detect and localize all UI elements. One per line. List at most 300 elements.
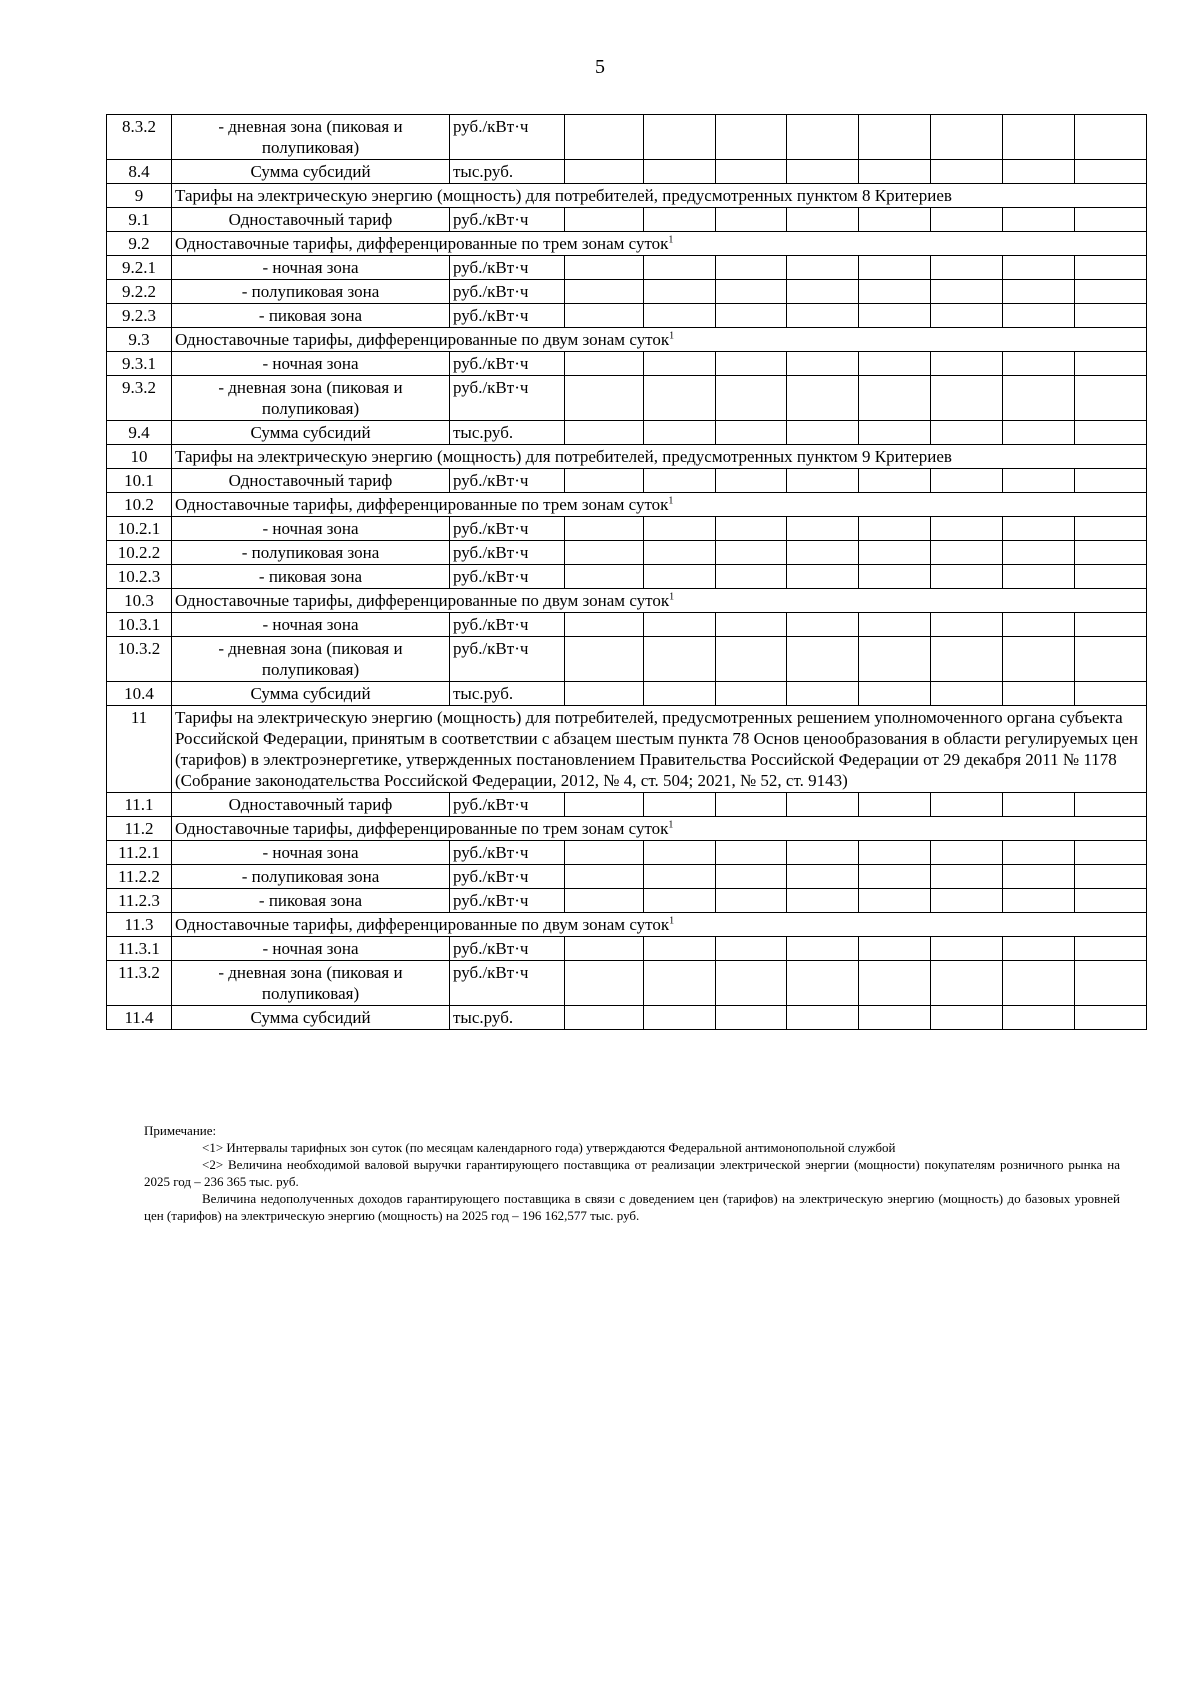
section-title-text: Одноставочные тарифы, дифференцированные по трем зонам суток — [175, 234, 669, 253]
value-cell — [565, 376, 644, 421]
value-cell — [859, 280, 931, 304]
row-number: 10.2.2 — [107, 541, 172, 565]
value-cell — [787, 865, 859, 889]
value-cell — [787, 637, 859, 682]
value-cell — [565, 637, 644, 682]
value-cell — [1075, 352, 1147, 376]
value-cell — [716, 541, 787, 565]
value-cell — [859, 565, 931, 589]
row-number: 11 — [107, 706, 172, 793]
row-unit: тыс.руб. — [450, 160, 565, 184]
row-number: 11.3.2 — [107, 961, 172, 1006]
note-2: <2> Величина необходимой валовой выручки гарантирующего поставщика от реализации электрической энергии (мощности) покупателям розничного рынка на 2025 год – 236 365 тыс. руб. — [144, 1157, 1120, 1189]
value-cell — [1003, 256, 1075, 280]
value-cell — [787, 682, 859, 706]
row-name: - дневная зона (пиковая и полупиковая) — [172, 961, 450, 1006]
value-cell — [787, 115, 859, 160]
section-title-text: Одноставочные тарифы, дифференцированные по двум зонам суток — [175, 915, 670, 934]
value-cell — [1075, 280, 1147, 304]
footnote-marker: 1 — [669, 591, 675, 603]
value-cell — [787, 304, 859, 328]
table-row — [107, 280, 1147, 304]
value-cell — [859, 889, 931, 913]
value-cell — [1075, 865, 1147, 889]
value-cell — [1075, 889, 1147, 913]
section-title — [172, 184, 1147, 208]
section-title-text: Одноставочные тарифы, дифференцированные по двум зонам суток — [175, 591, 670, 610]
value-cell — [716, 376, 787, 421]
value-cell — [1075, 469, 1147, 493]
value-cell — [1075, 376, 1147, 421]
row-unit: руб./кВт·ч — [450, 961, 565, 1006]
value-cell — [1075, 541, 1147, 565]
value-cell — [931, 469, 1003, 493]
row-name: Сумма субсидий — [172, 682, 450, 706]
table-row — [107, 256, 1147, 280]
row-number: 10.2.1 — [107, 517, 172, 541]
value-cell — [1003, 865, 1075, 889]
value-cell — [787, 889, 859, 913]
note-1: <1> Интервалы тарифных зон суток (по месяцам календарного года) утверждаются Федеральной антимонопольной службой — [202, 1140, 896, 1155]
value-cell — [565, 865, 644, 889]
value-cell — [787, 793, 859, 817]
value-cell — [565, 841, 644, 865]
row-name: - ночная зона — [172, 613, 450, 637]
table-row — [107, 304, 1147, 328]
value-cell — [787, 613, 859, 637]
value-cell — [931, 961, 1003, 1006]
value-cell — [716, 613, 787, 637]
table-section-row — [107, 706, 1147, 793]
value-cell — [931, 256, 1003, 280]
row-unit: руб./кВт·ч — [450, 208, 565, 232]
row-name: Одноставочный тариф — [172, 208, 450, 232]
row-name: - ночная зона — [172, 841, 450, 865]
value-cell — [644, 841, 716, 865]
value-cell — [859, 1006, 931, 1030]
value-cell — [1003, 841, 1075, 865]
tariff-table — [106, 114, 1147, 1030]
section-title — [172, 445, 1147, 469]
section-title — [172, 706, 1147, 793]
section-title-text: Одноставочные тарифы, дифференцированные по трем зонам суток — [175, 819, 669, 838]
table-row — [107, 682, 1147, 706]
value-cell — [644, 793, 716, 817]
value-cell — [931, 613, 1003, 637]
row-number: 9.3.1 — [107, 352, 172, 376]
row-number: 10.1 — [107, 469, 172, 493]
value-cell — [644, 1006, 716, 1030]
value-cell — [787, 517, 859, 541]
row-name: - ночная зона — [172, 517, 450, 541]
value-cell — [787, 421, 859, 445]
value-cell — [1003, 304, 1075, 328]
value-cell — [787, 841, 859, 865]
row-number: 11.2.2 — [107, 865, 172, 889]
value-cell — [1003, 469, 1075, 493]
row-unit: руб./кВт·ч — [450, 517, 565, 541]
row-number: 10.3.2 — [107, 637, 172, 682]
value-cell — [787, 280, 859, 304]
value-cell — [644, 304, 716, 328]
page-number: 5 — [595, 56, 605, 78]
row-number: 9.3.2 — [107, 376, 172, 421]
row-name: Одноставочный тариф — [172, 793, 450, 817]
value-cell — [859, 376, 931, 421]
value-cell — [1003, 1006, 1075, 1030]
value-cell — [1075, 517, 1147, 541]
value-cell — [931, 565, 1003, 589]
row-unit: руб./кВт·ч — [450, 637, 565, 682]
value-cell — [787, 208, 859, 232]
value-cell — [565, 889, 644, 913]
value-cell — [859, 637, 931, 682]
note-3: Величина недополученных доходов гарантирующего поставщика в связи с доведением цен (тарифов) на электрическую энергию (мощность) до базовых уровней цен (тарифов) на электрическую энергию (мощность) на 2025 год – 196 162,577 тыс. руб. — [144, 1191, 1120, 1223]
value-cell — [787, 256, 859, 280]
row-number: 9.2.2 — [107, 280, 172, 304]
value-cell — [644, 613, 716, 637]
value-cell — [931, 304, 1003, 328]
value-cell — [644, 280, 716, 304]
row-number: 11.3.1 — [107, 937, 172, 961]
row-name: - дневная зона (пиковая и полупиковая) — [172, 376, 450, 421]
value-cell — [787, 541, 859, 565]
row-unit: тыс.руб. — [450, 1006, 565, 1030]
row-number: 11.4 — [107, 1006, 172, 1030]
value-cell — [859, 937, 931, 961]
value-cell — [787, 352, 859, 376]
table-row — [107, 1006, 1147, 1030]
section-title — [172, 493, 1147, 517]
value-cell — [1003, 565, 1075, 589]
value-cell — [1003, 280, 1075, 304]
value-cell — [1075, 961, 1147, 1006]
value-cell — [565, 682, 644, 706]
value-cell — [716, 565, 787, 589]
row-unit: руб./кВт·ч — [450, 937, 565, 961]
value-cell — [1003, 613, 1075, 637]
table-row — [107, 613, 1147, 637]
value-cell — [716, 304, 787, 328]
value-cell — [1003, 541, 1075, 565]
value-cell — [787, 469, 859, 493]
value-cell — [1075, 304, 1147, 328]
value-cell — [1075, 160, 1147, 184]
row-number: 9.4 — [107, 421, 172, 445]
value-cell — [716, 280, 787, 304]
value-cell — [931, 637, 1003, 682]
value-cell — [859, 304, 931, 328]
value-cell — [931, 889, 1003, 913]
notes-heading: Примечание: — [144, 1123, 217, 1138]
value-cell — [644, 352, 716, 376]
value-cell — [644, 541, 716, 565]
row-name: - пиковая зона — [172, 889, 450, 913]
table-row — [107, 208, 1147, 232]
row-unit: руб./кВт·ч — [450, 352, 565, 376]
table-row — [107, 793, 1147, 817]
row-number: 9.3 — [107, 328, 172, 352]
value-cell — [565, 1006, 644, 1030]
value-cell — [644, 421, 716, 445]
value-cell — [1003, 682, 1075, 706]
value-cell — [931, 280, 1003, 304]
row-unit: руб./кВт·ч — [450, 865, 565, 889]
value-cell — [1075, 208, 1147, 232]
value-cell — [787, 376, 859, 421]
value-cell — [1075, 682, 1147, 706]
table-row — [107, 541, 1147, 565]
value-cell — [859, 841, 931, 865]
value-cell — [931, 421, 1003, 445]
table-row — [107, 565, 1147, 589]
row-unit: руб./кВт·ч — [450, 280, 565, 304]
row-number: 11.1 — [107, 793, 172, 817]
row-name: - пиковая зона — [172, 565, 450, 589]
value-cell — [931, 937, 1003, 961]
row-name: - полупиковая зона — [172, 280, 450, 304]
value-cell — [565, 793, 644, 817]
value-cell — [1075, 565, 1147, 589]
value-cell — [644, 865, 716, 889]
value-cell — [931, 1006, 1003, 1030]
value-cell — [859, 541, 931, 565]
table-section-row — [107, 913, 1147, 937]
value-cell — [565, 937, 644, 961]
value-cell — [1003, 376, 1075, 421]
value-cell — [1003, 793, 1075, 817]
value-cell — [716, 637, 787, 682]
row-number: 9.2.1 — [107, 256, 172, 280]
table-row — [107, 421, 1147, 445]
value-cell — [644, 961, 716, 1006]
value-cell — [644, 115, 716, 160]
footnote-marker: 1 — [669, 915, 675, 927]
value-cell — [644, 937, 716, 961]
value-cell — [931, 793, 1003, 817]
row-unit: руб./кВт·ч — [450, 613, 565, 637]
value-cell — [716, 208, 787, 232]
row-unit: тыс.руб. — [450, 421, 565, 445]
value-cell — [716, 1006, 787, 1030]
row-number: 9.2 — [107, 232, 172, 256]
value-cell — [859, 682, 931, 706]
value-cell — [716, 865, 787, 889]
value-cell — [859, 160, 931, 184]
table-section-row — [107, 328, 1147, 352]
value-cell — [565, 280, 644, 304]
value-cell — [716, 961, 787, 1006]
value-cell — [565, 352, 644, 376]
table-row — [107, 889, 1147, 913]
row-name: Одноставочный тариф — [172, 469, 450, 493]
value-cell — [644, 889, 716, 913]
section-title-text: Одноставочные тарифы, дифференцированные по двум зонам суток — [175, 330, 670, 349]
value-cell — [931, 160, 1003, 184]
row-name: Сумма субсидий — [172, 160, 450, 184]
section-title-text: Тарифы на электрическую энергию (мощность) для потребителей, предусмотренных пунктом 9 Критериев — [175, 447, 952, 466]
row-number: 10.4 — [107, 682, 172, 706]
value-cell — [565, 469, 644, 493]
value-cell — [716, 937, 787, 961]
table-row — [107, 160, 1147, 184]
row-number: 10.3.1 — [107, 613, 172, 637]
footnote-marker: 1 — [668, 819, 674, 831]
row-name: - дневная зона (пиковая и полупиковая) — [172, 115, 450, 160]
value-cell — [1003, 352, 1075, 376]
row-name: - ночная зона — [172, 937, 450, 961]
value-cell — [644, 682, 716, 706]
value-cell — [1003, 421, 1075, 445]
table-row — [107, 115, 1147, 160]
value-cell — [859, 469, 931, 493]
table-section-row — [107, 493, 1147, 517]
value-cell — [1003, 937, 1075, 961]
value-cell — [565, 517, 644, 541]
value-cell — [716, 469, 787, 493]
value-cell — [859, 613, 931, 637]
value-cell — [931, 517, 1003, 541]
value-cell — [644, 256, 716, 280]
value-cell — [1003, 961, 1075, 1006]
value-cell — [1003, 115, 1075, 160]
row-number: 8.3.2 — [107, 115, 172, 160]
value-cell — [716, 256, 787, 280]
value-cell — [1003, 517, 1075, 541]
value-cell — [787, 160, 859, 184]
value-cell — [716, 889, 787, 913]
row-name: - дневная зона (пиковая и полупиковая) — [172, 637, 450, 682]
row-number: 10.3 — [107, 589, 172, 613]
table-row — [107, 517, 1147, 541]
row-unit: руб./кВт·ч — [450, 889, 565, 913]
value-cell — [565, 421, 644, 445]
row-number: 10 — [107, 445, 172, 469]
value-cell — [931, 208, 1003, 232]
row-unit: руб./кВт·ч — [450, 565, 565, 589]
value-cell — [565, 115, 644, 160]
value-cell — [565, 208, 644, 232]
table-row — [107, 376, 1147, 421]
row-number: 10.2.3 — [107, 565, 172, 589]
value-cell — [787, 937, 859, 961]
section-title-text: Одноставочные тарифы, дифференцированные по трем зонам суток — [175, 495, 669, 514]
value-cell — [787, 1006, 859, 1030]
row-unit: руб./кВт·ч — [450, 841, 565, 865]
value-cell — [931, 352, 1003, 376]
value-cell — [716, 160, 787, 184]
value-cell — [716, 517, 787, 541]
value-cell — [565, 256, 644, 280]
table-section-row — [107, 232, 1147, 256]
value-cell — [565, 541, 644, 565]
row-name: - ночная зона — [172, 256, 450, 280]
row-number: 11.2.3 — [107, 889, 172, 913]
section-title-text: Тарифы на электрическую энергию (мощность) для потребителей, предусмотренных пунктом 8 Критериев — [175, 186, 952, 205]
value-cell — [859, 208, 931, 232]
table-row — [107, 865, 1147, 889]
table-row — [107, 937, 1147, 961]
value-cell — [859, 793, 931, 817]
footnote-marker: 1 — [669, 330, 675, 342]
row-unit: руб./кВт·ч — [450, 304, 565, 328]
value-cell — [1075, 1006, 1147, 1030]
value-cell — [1003, 637, 1075, 682]
value-cell — [1003, 160, 1075, 184]
notes-section — [144, 1122, 1120, 1224]
row-name: - ночная зона — [172, 352, 450, 376]
value-cell — [716, 421, 787, 445]
value-cell — [644, 160, 716, 184]
value-cell — [1075, 841, 1147, 865]
value-cell — [565, 160, 644, 184]
section-title — [172, 232, 1147, 256]
row-name: - полупиковая зона — [172, 541, 450, 565]
section-title — [172, 589, 1147, 613]
row-unit: руб./кВт·ч — [450, 793, 565, 817]
value-cell — [1075, 613, 1147, 637]
value-cell — [931, 682, 1003, 706]
value-cell — [931, 541, 1003, 565]
value-cell — [644, 637, 716, 682]
value-cell — [565, 565, 644, 589]
value-cell — [1075, 637, 1147, 682]
section-title — [172, 817, 1147, 841]
value-cell — [716, 115, 787, 160]
value-cell — [859, 517, 931, 541]
value-cell — [716, 352, 787, 376]
value-cell — [565, 304, 644, 328]
row-name: - пиковая зона — [172, 304, 450, 328]
table-row — [107, 961, 1147, 1006]
table-row — [107, 637, 1147, 682]
value-cell — [1075, 256, 1147, 280]
value-cell — [787, 565, 859, 589]
value-cell — [716, 682, 787, 706]
value-cell — [859, 256, 931, 280]
row-unit: руб./кВт·ч — [450, 469, 565, 493]
value-cell — [931, 841, 1003, 865]
table-row — [107, 352, 1147, 376]
footnote-marker: 1 — [668, 495, 674, 507]
value-cell — [644, 517, 716, 541]
row-number: 9 — [107, 184, 172, 208]
value-cell — [716, 841, 787, 865]
value-cell — [787, 961, 859, 1006]
value-cell — [859, 421, 931, 445]
value-cell — [1075, 793, 1147, 817]
value-cell — [644, 469, 716, 493]
value-cell — [859, 352, 931, 376]
section-title-text: Тарифы на электрическую энергию (мощность) для потребителей, предусмотренных решением уполномоченного органа субъекта Российской Федерации, принятым в соответствии с абзацем шестым пункта 78 Основ ценообразования в области регулируемых цен (тарифов) в электроэнергетике, утвержденных постановлением Правительства Российской Федерации от 29 декабря 2011 № 1178 (Собрание законодательства Российской Федерации, 2012, № 4, ст. 504; 2021, № 52, ст. 9143) — [175, 708, 1138, 790]
value-cell — [931, 115, 1003, 160]
table-section-row — [107, 817, 1147, 841]
row-unit: руб./кВт·ч — [450, 376, 565, 421]
row-number: 8.4 — [107, 160, 172, 184]
table-section-row — [107, 184, 1147, 208]
row-number: 10.2 — [107, 493, 172, 517]
footnote-marker: 1 — [668, 234, 674, 246]
table-section-row — [107, 589, 1147, 613]
row-unit: руб./кВт·ч — [450, 541, 565, 565]
row-name: Сумма субсидий — [172, 1006, 450, 1030]
value-cell — [931, 376, 1003, 421]
row-name: - полупиковая зона — [172, 865, 450, 889]
row-unit: руб./кВт·ч — [450, 115, 565, 160]
table-row — [107, 841, 1147, 865]
row-number: 9.1 — [107, 208, 172, 232]
value-cell — [565, 961, 644, 1006]
